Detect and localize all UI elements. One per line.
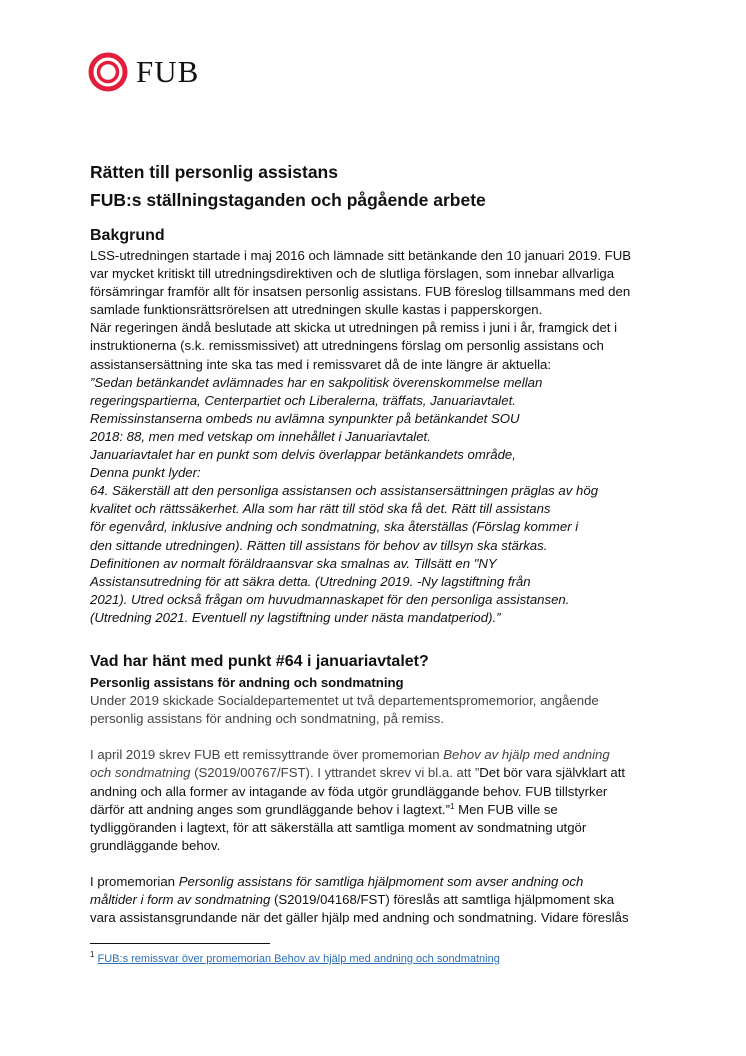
fub-logo bbox=[88, 52, 199, 92]
text-line bbox=[90, 692, 629, 710]
text-segment: samlade funktionsrättsrörelsen att utredningen skulle kastas i papperskorgen. bbox=[90, 302, 543, 318]
text-line bbox=[90, 247, 631, 265]
text-segment: Denna punkt lyder: bbox=[90, 465, 201, 481]
text-line bbox=[90, 837, 629, 855]
text-line bbox=[90, 482, 631, 500]
text-segment: I april 2019 skrev FUB ett remissyttrande över promemorian bbox=[90, 747, 444, 763]
text-line bbox=[90, 428, 631, 446]
text-line bbox=[90, 819, 629, 837]
text-segment: måltider i form av sondmatning bbox=[90, 892, 271, 908]
text-line bbox=[90, 356, 631, 374]
text-segment: vara assistansgrundande när det gäller hjälp med andning och sondmatning. Vidare föreslås bbox=[90, 910, 629, 926]
text-line bbox=[90, 674, 629, 692]
text-line bbox=[90, 591, 631, 609]
document-title: Rätten till personlig assistans bbox=[90, 162, 338, 182]
text-segment: kvalitet och rättssäkerhet. Alla som har rätt till stöd ska få det. Rätt till assistans bbox=[90, 501, 551, 517]
text-segment: personlig assistans för andning och sondmatning, på remiss. bbox=[90, 711, 445, 727]
text-segment: instruktionerna (s.k. remissmissivet) att utredningens förslag om personlig assistans och bbox=[90, 338, 604, 354]
section-punkt-64-body bbox=[90, 674, 629, 927]
text-line bbox=[90, 710, 629, 728]
text-line bbox=[90, 609, 631, 627]
text-line bbox=[90, 873, 629, 891]
text-segment: därför att andning anges som grundläggande behov i lagtext.” bbox=[90, 801, 450, 817]
text-segment: 2018: 88, men med vetskap om innehållet i Januariavtalet. bbox=[90, 428, 431, 444]
text-line bbox=[90, 319, 631, 337]
text-line bbox=[90, 855, 629, 873]
text-segment: LSS-utredningen startade i maj 2016 och lämnade sitt betänkande den 10 januari 2019. FUB bbox=[90, 248, 632, 263]
text-line bbox=[90, 374, 631, 392]
text-segment: Behov av hjälp med andning bbox=[443, 747, 610, 763]
section-bakgrund-body bbox=[90, 247, 631, 627]
text-line bbox=[90, 301, 631, 319]
text-line bbox=[90, 764, 629, 782]
text-segment: Assistansutredning för att säkra detta. (Utredning 2019. -Ny lagstiftning från bbox=[90, 573, 531, 589]
text-segment: andning och alla former av intagande av föda utgör grundläggande behov. FUB tillstyrker bbox=[90, 783, 608, 799]
text-segment: 2021). Utred också frågan om huvudmannaskapet för den personliga assistansen. bbox=[90, 591, 570, 607]
text-line bbox=[90, 537, 631, 555]
text-segment: var mycket kritiskt till utredningsdirektiven och de slutliga förslagen, som innebar allvarliga bbox=[90, 266, 615, 282]
text-segment: I promemorian bbox=[90, 874, 179, 890]
text-segment: Definitionen av normalt föräldraansvar ska smalnas av. Tillsätt en "NY bbox=[90, 555, 497, 571]
text-segment: Personlig assistans för samtliga hjälpmoment som avser andning och bbox=[178, 874, 584, 890]
text-line bbox=[90, 265, 631, 283]
text-segment: Under 2019 skickade Socialdepartementet ut två departementspromemorior, angående bbox=[90, 693, 599, 709]
logo-text: FUB bbox=[136, 54, 200, 89]
text-line bbox=[90, 573, 631, 591]
text-segment: Remissinstanserna ombeds nu avlämna synpunkter på betänkandet SOU bbox=[90, 410, 520, 426]
text-line bbox=[90, 464, 631, 482]
footnote-reference: 1 bbox=[449, 801, 455, 811]
text-segment: försämringar framför allt för insatsen personlig assistans. FUB föreslog tillsammans med den bbox=[90, 284, 631, 300]
fub-ring-icon bbox=[88, 52, 128, 92]
text-segment: Det bör vara självklart att bbox=[479, 765, 626, 781]
text-segment: Men FUB ville se bbox=[454, 801, 558, 817]
footnote-divider bbox=[90, 943, 270, 944]
text-line bbox=[90, 746, 629, 764]
text-line bbox=[90, 283, 631, 301]
text-line bbox=[90, 518, 631, 536]
text-segment: (S2019/04168/FST) föreslås att samtliga hjälpmoment ska bbox=[270, 892, 615, 908]
text-segment: grundläggande behov. bbox=[90, 837, 221, 853]
text-line bbox=[90, 337, 631, 355]
heading-bakgrund: Bakgrund bbox=[90, 227, 165, 244]
footnote-link[interactable]: FUB:s remissvar över promemorian Behov av hjälp med andning och sondmatning bbox=[97, 953, 500, 965]
document-subtitle: FUB:s ställningstaganden och pågående arbete bbox=[90, 190, 486, 210]
text-line bbox=[90, 392, 631, 410]
text-segment: och sondmatning bbox=[90, 765, 191, 781]
text-segment: ”Sedan betänkandet avlämnades har en sakpolitisk överenskommelse mellan bbox=[90, 374, 543, 390]
text-line bbox=[90, 555, 631, 573]
text-segment: tydliggöranden i lagtext, för att säkerställa att samtliga moment av sondmatning utgör bbox=[90, 819, 587, 835]
text-line bbox=[90, 801, 629, 819]
text-segment: När regeringen ändå beslutade att skicka ut utredningen på remiss i juni i år, framgick det i bbox=[90, 320, 618, 336]
text-line bbox=[90, 728, 629, 746]
text-line bbox=[90, 891, 629, 909]
text-segment: för egenvård, inklusive andning och sondmatning, ska återställas (Förslag kommer i bbox=[90, 519, 579, 535]
text-line bbox=[90, 410, 631, 428]
text-segment: 64. Säkerställ att den personliga assistansen och assistansersättningen präglas av hög bbox=[90, 483, 599, 499]
footnote-number: 1 bbox=[90, 950, 95, 959]
heading-punkt-64: Vad har hänt med punkt #64 i januariavtalet? bbox=[90, 653, 429, 670]
text-segment: (S2019/00767/FST). I yttrandet skrev vi bl.a. att ” bbox=[190, 765, 480, 781]
text-segment: Personlig assistans för andning och sondmatning bbox=[90, 675, 404, 690]
text-segment: (Utredning 2021. Eventuell ny lagstiftning under nästa mandatperiod).” bbox=[90, 609, 501, 625]
text-line bbox=[90, 500, 631, 518]
text-segment: Januariavtalet har en punkt som delvis överlappar betänkandets område, bbox=[90, 447, 516, 463]
text-line bbox=[90, 909, 629, 927]
text-segment: den sittande utredningen). Rätten till assistans för behov av tillsyn ska stärkas. bbox=[90, 537, 548, 553]
text-line bbox=[90, 446, 631, 464]
text-segment: assistansersättning inte ska tas med i remissvaret då de inte längre är aktuella: bbox=[90, 356, 552, 372]
text-line bbox=[90, 783, 629, 801]
text-segment: regeringspartierna, Centerpartiet och Liberalerna, träffats, Januariavtalet. bbox=[90, 392, 516, 408]
footnote bbox=[90, 950, 500, 965]
